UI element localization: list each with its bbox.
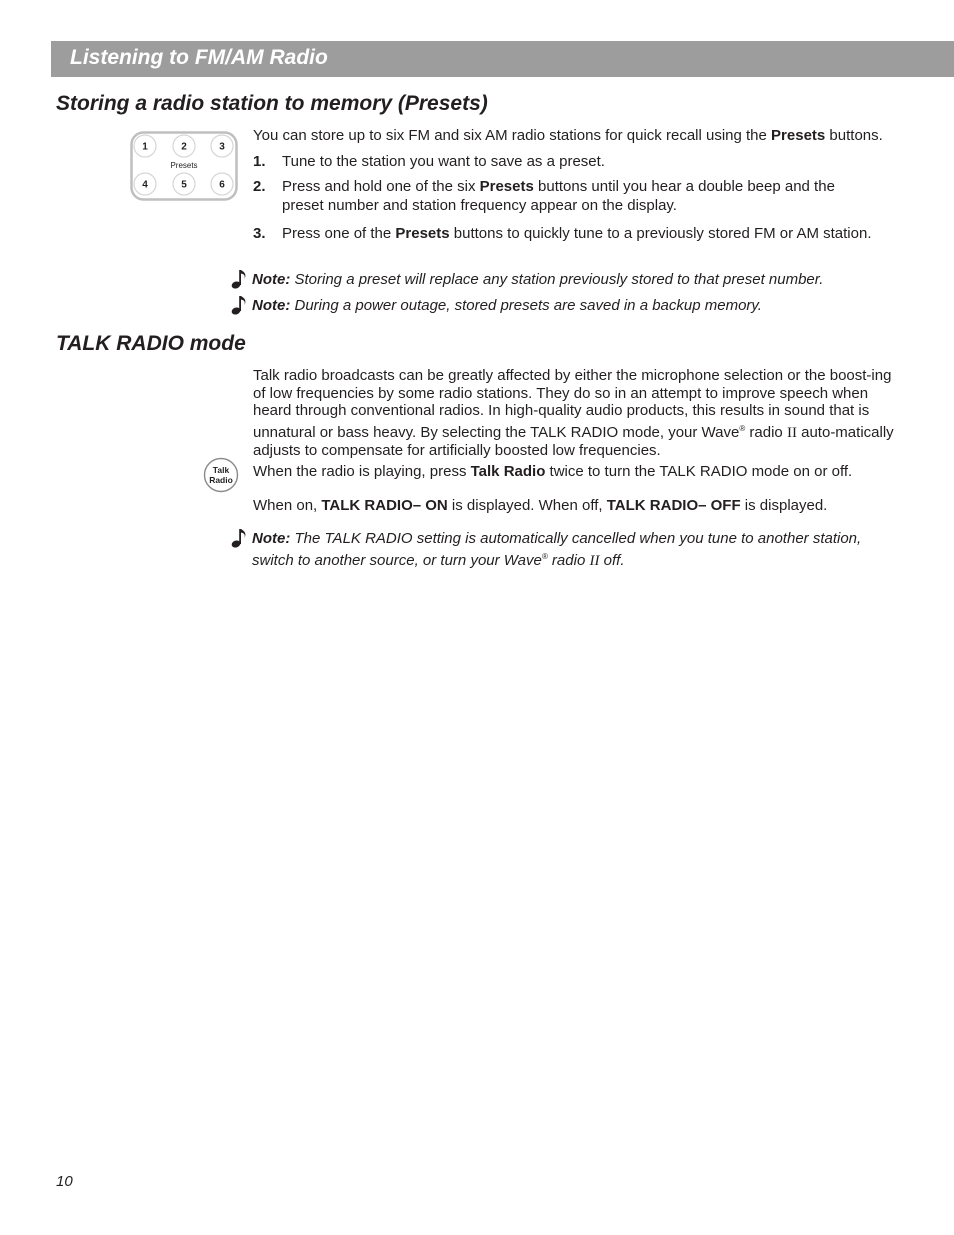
page-number: 10 xyxy=(56,1173,73,1190)
talk-radio-status-text: When on, TALK RADIO– ON is displayed. When off, TALK RADIO– OFF is displayed. xyxy=(253,497,828,514)
note-label: Note: xyxy=(252,271,291,288)
presets-intro: You can store up to six FM and six AM radio stations for quick recall using the Presets buttons. xyxy=(253,127,883,144)
step-number: 2. xyxy=(253,178,266,195)
note-power-outage xyxy=(230,297,890,317)
note-label: Note: xyxy=(252,530,291,547)
banner-title: Listening to FM/AM Radio xyxy=(70,46,328,69)
step-text: Press and hold one of the six Presets buttons until you hear a double beep and the preset number and station frequency appear on the display. xyxy=(282,178,835,214)
music-note-icon xyxy=(230,268,248,290)
note-label: Note: xyxy=(252,297,291,314)
step-3 xyxy=(253,224,898,264)
preset-button-1-label: 1 xyxy=(142,141,148,153)
presets-heading: Storing a radio station to memory (Presets) xyxy=(56,92,488,115)
preset-button-3-label: 3 xyxy=(219,141,225,153)
presets-buttons-illustration xyxy=(130,131,238,201)
preset-button-6-label: 6 xyxy=(219,179,225,191)
note-talk-radio-cancel: Note: The TALK RADIO setting is automatically cancelled when you tune to another station, switch to another source, or turn your Wave® radio II off. xyxy=(230,530,890,570)
presets-caption: Presets xyxy=(170,161,198,170)
step-number: 3. xyxy=(253,225,266,242)
step-text: Tune to the station you want to save as a preset. xyxy=(282,153,605,170)
step-1 xyxy=(253,152,898,172)
talk-button-line2: Radio xyxy=(209,475,233,485)
talk-radio-intro: Talk radio broadcasts can be greatly affected by either the microphone selection or the boost-ing of low frequencies by some radio stations. They do so in an attempt to improve speech when heard through conventional radios. In high-quality audio products, this results in sound that is unnatural or bass heavy. By selecting the TALK RADIO mode, your Wave® radio II auto-matically adjusts to compensate for artificially boosted low frequencies. xyxy=(253,367,894,459)
step-number: 1. xyxy=(253,153,266,170)
step-2 xyxy=(253,177,898,217)
preset-button-2-label: 2 xyxy=(181,141,187,153)
note-preset-replace xyxy=(230,271,890,291)
step-text: Press one of the Presets buttons to quickly tune to a previously stored FM or AM station. xyxy=(282,225,872,242)
talk-radio-heading: TALK RADIO mode xyxy=(56,332,246,355)
preset-button-5-label: 5 xyxy=(181,179,187,191)
note-text: During a power outage, stored presets are saved in a backup memory. xyxy=(290,297,762,314)
talk-button-line1: Talk xyxy=(212,465,230,475)
section-banner xyxy=(51,41,954,77)
music-note-icon xyxy=(230,527,248,549)
preset-button-4-label: 4 xyxy=(142,179,148,191)
music-note-icon xyxy=(230,294,248,316)
talk-radio-button-icon xyxy=(203,457,239,493)
talk-radio-press-instruction: When the radio is playing, press Talk Radio twice to turn the TALK RADIO mode on or off. xyxy=(253,463,853,480)
note-text: Storing a preset will replace any station previously stored to that preset number. xyxy=(290,271,824,288)
